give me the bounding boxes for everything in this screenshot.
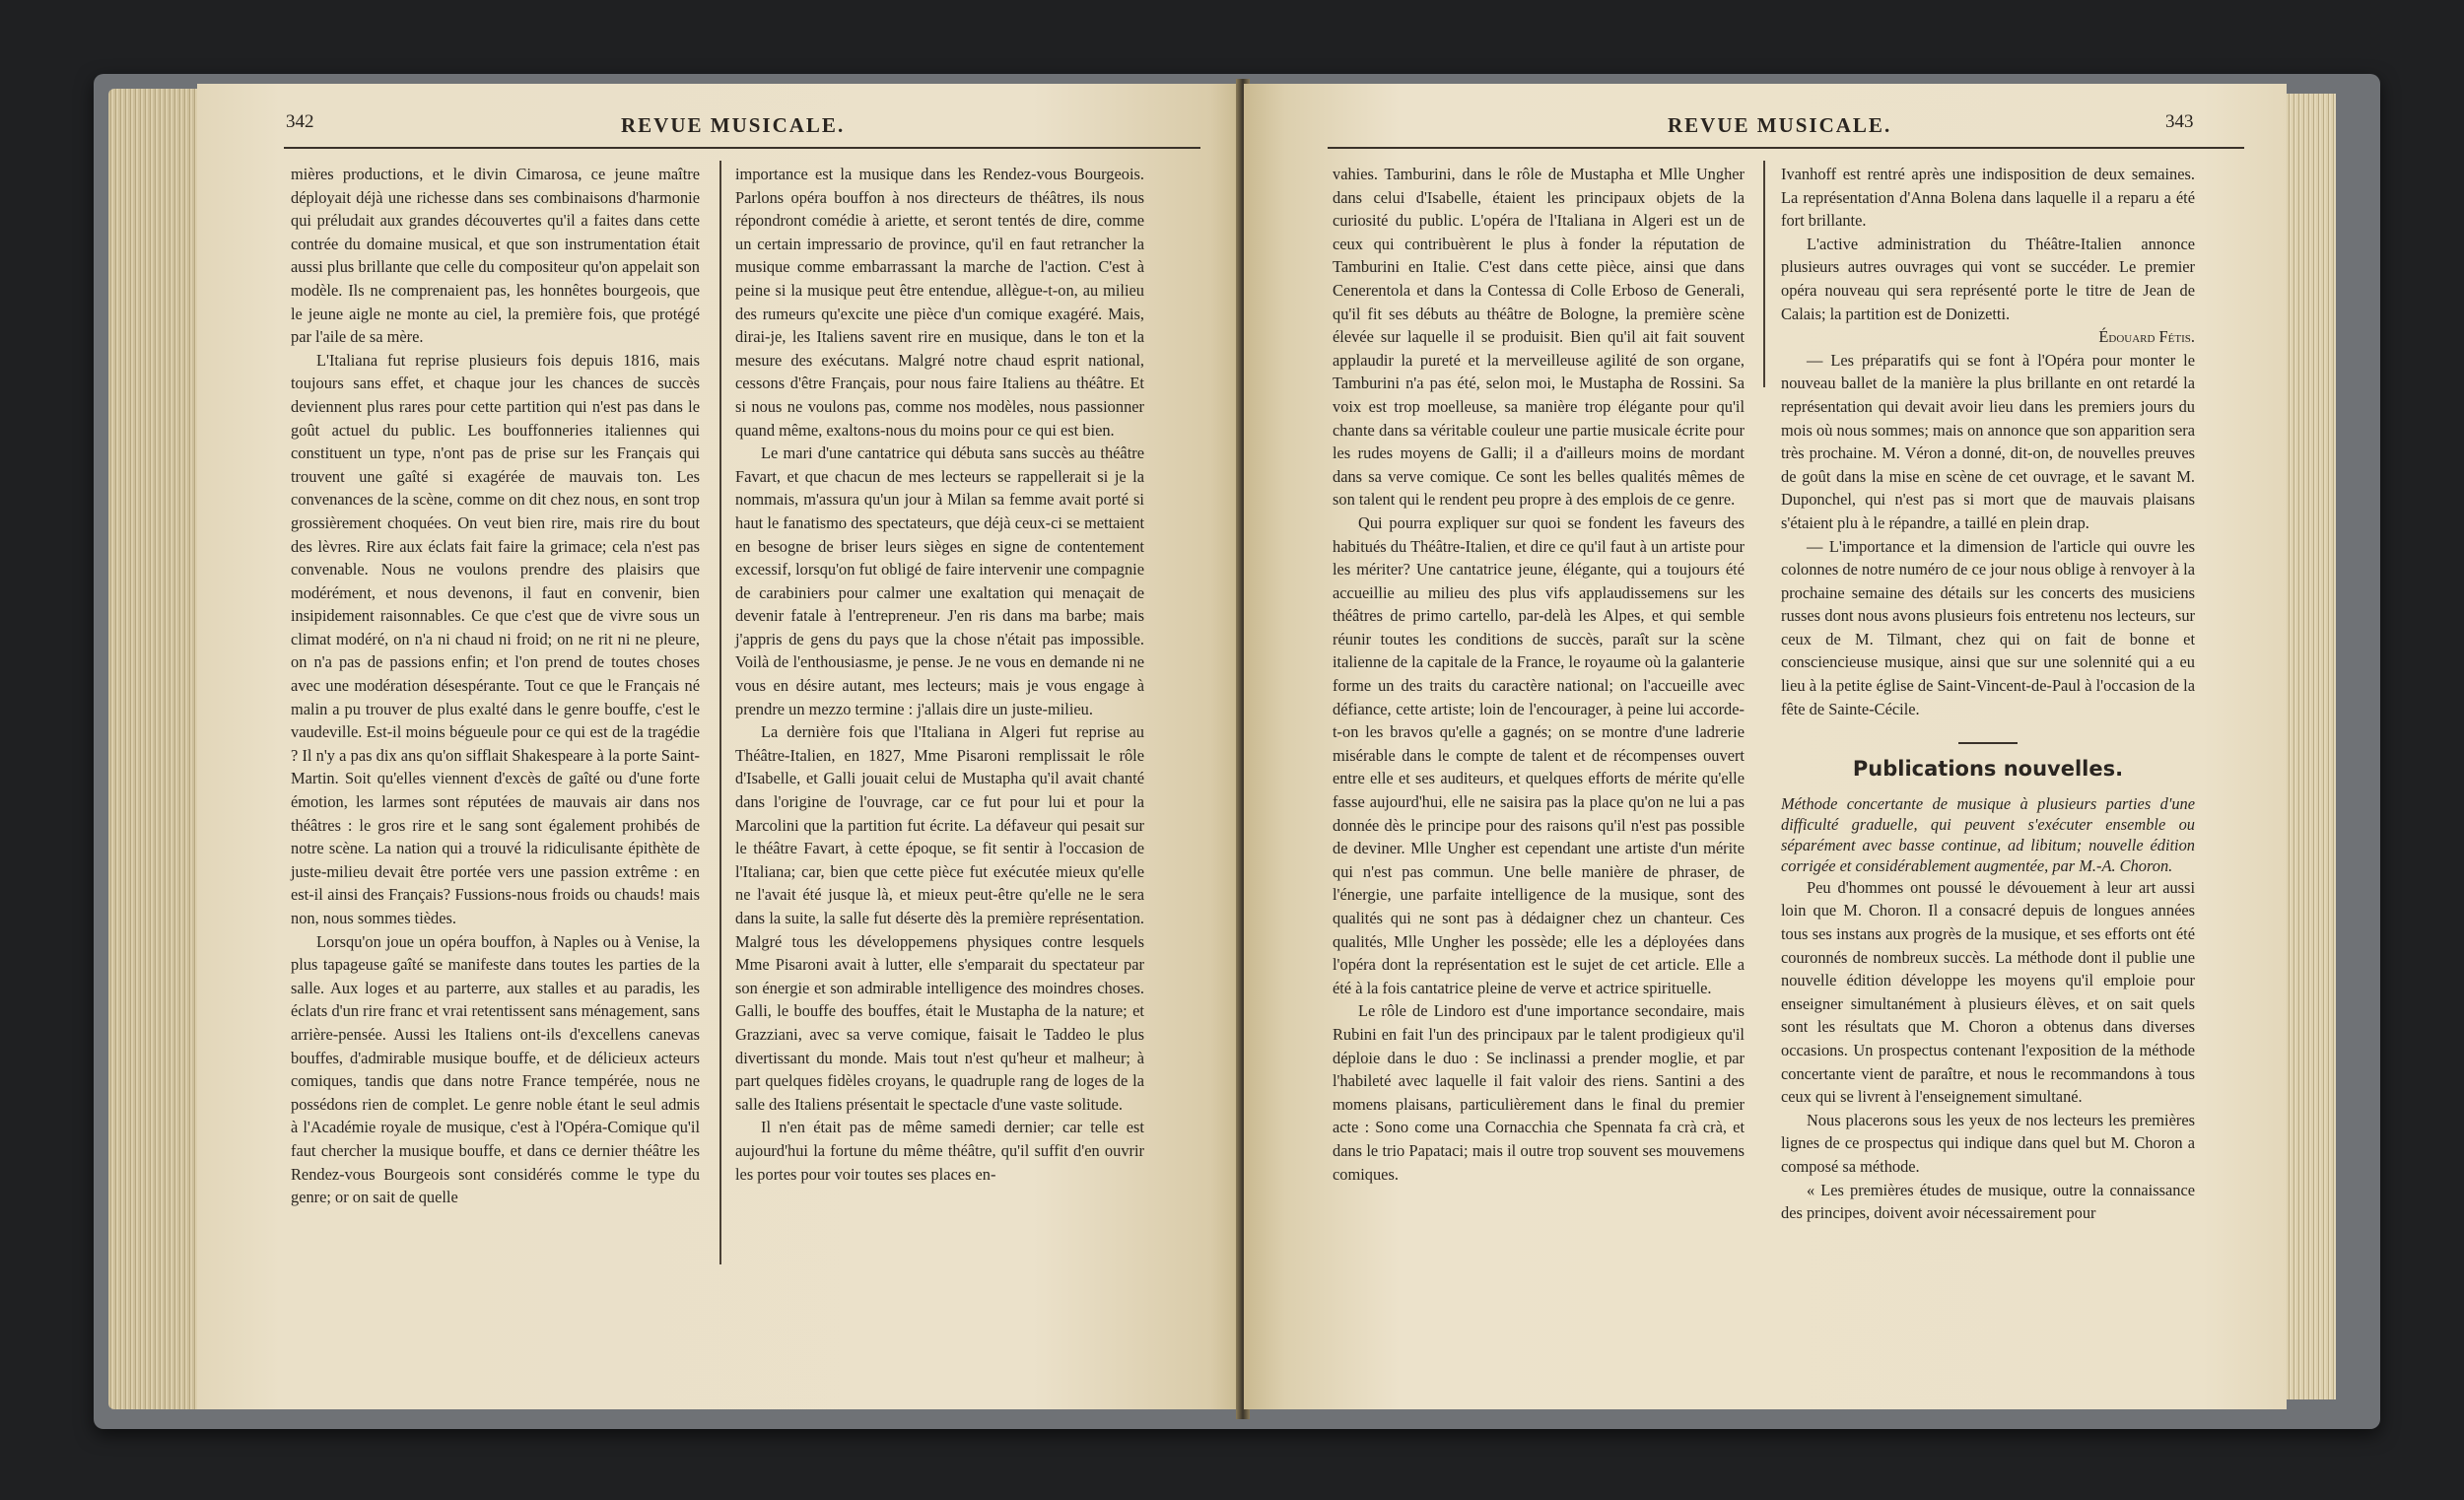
page-edges-right xyxy=(2282,94,2336,1399)
paragraph: La dernière fois que l'Italiana in Algeri fut reprise au Théâtre-Italien, en 1827, Mme Pisaroni remplissait le rôle d'Isabelle, et Galli jouait celui de Mustapha qu'il avait chanté dans l'origine de l'ouvrage, car ce fut pour lui et pour la Marcolini que la partition fut écrite. La défaveur qui pesait sur le théâtre Favart, à cette époque, se fit sentir à l'occasion de l'Italiana; car, bien que cette pièce fut exécutée mieux qu'elle ne l'avait été jusque là, et mieux peut-être qu'elle ne le sera dans la suite, la salle fut déserte dès la première représentation. Malgré tous les développemens physiques contre lesquels Mme Pisaroni avait à lutter, elle s'emparait du spectateur par son énergie et son admirable intelligence des moindres choses. Galli, le bouffe des bouffes, était le Mustapha de la nature; et Grazziani, avec sa verve comique, faisait le Taddeo le plus divertissant du monde. Mais tout n'est qu'heur et malheur; à part quelques fidèles croyans, le quadruple rang de loges de la salle des Italiens présentait le spectacle d'une vaste solitude. xyxy=(735,722,1144,1114)
paragraph: — L'importance et la dimension de l'article qui ouvre les colonnes de notre numéro de ce jour nous oblige à renvoyer à la prochaine semaine des détails sur les concerts des musiciens russes dont nous avons plusieurs fois entretenu nos lecteurs, sur ceux de M. Tilmant, chez qui on fait de bonne et consciencieuse musique, ainsi que sur une solennité qui a eu lieu à la petite église de Saint-Vincent-de-Paul à l'occasion de la fête de Sainte-Cécile. xyxy=(1781,536,2195,718)
right-page xyxy=(1244,84,2287,1409)
page-number: 343 xyxy=(2165,111,2194,132)
column-1 xyxy=(1333,163,1745,1186)
paragraph: — Les préparatifs qui se font à l'Opéra pour monter le nouveau ballet de la manière la plus brillante en ont retardé la représentation qui devait avoir lieu dans les premiers jours du mois où nous sommes; mais on annonce que son apparition sera très prochaine. M. Véron a donné, dit-on, de nouvelles preuves de goût dans la mise en scène de cet ouvrage, et le savant M. Duponchel, qui n'est pas si mort que de mauvais plaisans s'étaient plu à le répandre, a taillé en plein drap. xyxy=(1781,350,2195,532)
paragraph: L'active administration du Théâtre-Italien annonce plusieurs autres ouvrages qui vont se succéder. Le premier opéra nouveau qui sera représenté porte le titre de Jean de Calais; la partition est de Donizetti. xyxy=(1781,234,2195,323)
publication-description: Méthode concertante de musique à plusieurs parties d'une difficulté graduelle, qui peuvent s'exécuter ensemble ou séparément avec basse continue, ad libitum; nouvelle édition corrigée et considérablement augmentée, par M.-A. Choron. xyxy=(1781,793,2195,875)
paragraph: Qui pourra expliquer sur quoi se fondent les faveurs des habitués du Théâtre-Italien, et dire ce qu'il faut à un artiste pour les mériter? Une cantatrice jeune, élégante, qui a toujours été accueillie au milieu des plus vifs applaudissemens sur les théâtres de primo cartello, par-delà les Alpes, et qui semble réunir toutes les conditions de succès, paraît sur la scène italienne de la capitale de la France, le royaume où la galanterie forme un des traits du caractère national; on l'accueille avec défiance, cette artiste; loin de l'encourager, à peine lui accorde-t-on les bravos qu'elle a gagnés; on se montre d'une ladrerie misérable dans le compte de talent et de récompenses ouvert entre elle et ses auditeurs, et quelques efforts de mérite qu'elle fasse aujourd'hui, elle ne saisira pas la place qu'on ne lui a pas donnée dès le principe pour des raisons qu'il n'est pas possible de deviner. Mlle Ungher est cependant une artiste d'un mérite qui n'est pas commun. Une belle manière de phraser, de l'énergie, une parfaite intelligence de la musique, sont des qualités qui ne sont pas à dédaigner chez un chanteur. Ces qualités, Mlle Ungher les possède; elle les a déployées dans l'opéra dont la représentation est le sujet de cet article. Elle a été à la fois cantatrice pleine de verve et actrice spirituelle. xyxy=(1333,512,1745,997)
column-divider xyxy=(1763,161,1765,387)
paragraph: L'Italiana fut reprise plusieurs fois depuis 1816, mais toujours sans effet, et chaque jour les chances de succès deviennent plus rares pour cette partition qui n'est pas dans le goût actuel du public. Les bouffonneries italiennes qui constituent un type, n'ont pas de prise sur les Français qui trouvent une gaîté si exagérée de mauvais ton. Les convenances de la scène, comme on dit chez nous, en sont trop grossièrement choquées. On veut bien rire, mais rire du bout des lèvres. Rire aux éclats fait faire la grimace; cela n'est pas convenable. Nous ne voulons prendre des plaisirs que modérément, et nous devenons, il faut en convenir, bien insipidement raisonnables. Ce que c'est que de vivre sous un climat modéré, on n'a ni chaud ni froid; on ne rit ni ne pleure, on n'a pas de passions enfin; et l'on prend de toutes choses avec une modération désespérante. Tout ce que le Français né malin a pu trouver de plus exalté dans le genre bouffe, c'est le vaudeville. Est-il moins bégueule pour ce qui est de la tragédie ? Il n'y a pas dix ans qu'on sifflait Shakespeare à la porte Saint-Martin. Soit qu'elles viennent d'excès de gaîté ou d'une forte émotion, les larmes sont réputées de mauvais air dans nos théâtres : le gros rire et le sang sont également prohibés de notre scène. La nation qui a trouvé la ridiculisante épithète de juste-milieu devait être portée vers une passion extrême : en est-il ainsi des Français? Fussions-nous froids ou chauds! mais non, nous sommes tièdes. xyxy=(291,350,700,927)
paragraph: Lorsqu'on joue un opéra bouffon, à Naples ou à Venise, la plus tapageuse gaîté se manifeste dans toutes les parties de la salle. Aux loges et au parterre, aux stalles et au paradis, les éclats d'un rire franc et vrai retentissent sans ménagement, sans arrière-pensée. Aussi les Italiens ont-ils d'excellens canevas bouffes, d'admirable musique bouffe, et de délicieux acteurs comiques, tandis que dans notre France tempérée, nous ne possédons rien de complet. Le genre noble étant le seul admis à l'Académie royale de musique, c'est à l'Opéra-Comique qu'il faut chercher la musique bouffe, et dans ce dernier théâtre les Rendez-vous Bourgeois sont considérés comme le type du genre; or on sait de quelle xyxy=(291,931,700,1207)
paragraph: Peu d'hommes ont poussé le dévouement à leur art aussi loin que M. Choron. Il a consacré depuis de longues années tous ses instans aux progrès de la musique, et ses efforts ont été couronnés de nombreux succès. La méthode dont il publie une nouvelle édition développe les moyens qu'il emploie pour enseigner simultanément à plusieurs élèves, et on sait quels sont les résultats que M. Choron a obtenus dans diverses occasions. Un prospectus contenant l'exposition de la méthode concertante vient de paraître, et nous le recommandons à tous ceux qui se livrent à l'enseignement simultané. xyxy=(1781,877,2195,1107)
paragraph: Nous placerons sous les yeux de nos lecteurs les premières lignes de ce prospectus qui indique dans quel but M. Choron a composé sa méthode. xyxy=(1781,1110,2195,1176)
paragraph: mières productions, et le divin Cimarosa, ce jeune maître déployait déjà une richesse dans ses combinaisons d'harmonie qui préludait aux grandes découvertes qu'il a faites dans cette contrée du domaine musical, et que son instrumentation était aussi plus brillante que celle du compositeur qu'on appelait son modèle. Ils ne comprenaient pas, les honnêtes bourgeois, que le jeune aigle ne monte au ciel, la première fois, que protégé par l'aile de sa mère. xyxy=(291,165,700,347)
section-rule xyxy=(1958,742,2018,744)
column-divider xyxy=(719,161,721,1264)
column-2 xyxy=(735,163,1144,1186)
section-title: Publications nouvelles. xyxy=(1852,757,2124,782)
paragraph: Le mari d'une cantatrice qui débuta sans succès au théâtre Favart, et que chacun de mes lecteurs se rappellerait si je la nommais, m'assura qu'un jour à Milan sa femme avait porté si haut le fanatismo des spectateurs, que déjà ceux-ci se mettaient en besogne de briser leurs sièges en signe de contentement excessif, lorsqu'on fut obligé de faire intervenir une compagnie de carabiniers pour calmer une exaltation qui menaçait de devenir fatale à l'entrepreneur. J'en ris dans ma barbe; mais j'appris de gens du pays que la chose n'était pas impossible. Voilà de l'enthousiasme, je pense. Je ne vous en demande ni ne vous en désire autant, mes lecteurs; mais je vous engage à prendre un mezzo termine : j'allais dire un juste-milieu. xyxy=(735,443,1144,718)
header-rule xyxy=(284,147,1200,149)
running-head: REVUE MUSICALE. xyxy=(1668,113,1892,137)
paragraph: Il n'en était pas de même samedi dernier; car telle est aujourd'hui la fortune du même théâtre, qu'il suffit d'en ouvrir les portes pour voir toutes ses places en- xyxy=(735,1118,1144,1184)
paragraph: importance est la musique dans les Rendez-vous Bourgeois. Parlons opéra bouffon à nos directeurs de théâtres, ils nous répondront comédie à ariette, et seront tentés de dire, comme un certain impressario de province, qu'il en faut retrancher la musique comme embarrassant la marche de l'action. C'est à peine si la musique peut être entendue, allègue-t-on, au milieu des rumeurs qu'excite une pièce d'un comique exagéré. Mais, dirai-je, les Italiens savent rire en musique, dans le ton et la mesure des exécutans. Malgré notre chaud esprit national, cessons d'être Français, pour nous faire Italiens au théâtre. Et si nous ne voulons pas, comme nos modèles, nous passionner quand même, exaltons-nous du moins pour ce qui est bien. xyxy=(735,165,1144,440)
page-edges-left xyxy=(108,89,202,1409)
paragraph: vahies. Tamburini, dans le rôle de Mustapha et Mlle Ungher dans celui d'Isabelle, étaient les principaux objets de la curiosité du public. L'opéra de l'Italiana in Algeri est un de ceux qui contribuèrent le plus à fonder la réputation de Tamburini en Italie. C'est dans cette pièce, ainsi que dans Cenerentola et dans la Contessa di Colle Erboso de Generali, qu'il fit ses débuts au théâtre de Bologne, la première scène élevée sur laquelle il se produisit. Bien qu'il ait fait souvent applaudir la pureté et la merveilleuse agilité de son organe, Tamburini n'a pas été, selon moi, le Mustapha de Rossini. Sa voix est trop moelleuse, sa manière trop élégante pour qu'il chante dans sa véritable couleur une partie musicale écrite pour les rudes moyens de Galli; il a d'ailleurs moins de mordant dans sa verve comique. Ce sont les belles qualités mêmes de son talent qui le rendent peu propre à des emplois de ce genre. xyxy=(1333,165,1745,510)
header-rule xyxy=(1328,147,2244,149)
page-number: 342 xyxy=(286,111,314,132)
paragraph: Ivanhoff est rentré après une indisposition de deux semaines. La représentation d'Anna Bolena dans laquelle il a reparu a été fort brillante. xyxy=(1781,165,2195,231)
author-signature: Édouard Fétis. xyxy=(2098,327,2195,347)
paragraph: Le rôle de Lindoro est d'une importance secondaire, mais Rubini en fait l'un des principaux par le talent prodigieux qu'il déploie dans le duo : Se inclinassi a prender moglie, et par l'habileté avec laquelle il fait valoir des riens. Santini a des momens plaisans, particulièrement dans le final du premier acte : Sono come una Cornacchia che Spennata fa crà crà, et dans le trio Papataci; mais il outre trop souvent ses mouvemens comiques. xyxy=(1333,1001,1745,1184)
paragraph: « Les premières études de musique, outre la connaissance des principes, doivent avoir nécessairement pour xyxy=(1781,1180,2195,1223)
left-page xyxy=(197,84,1242,1409)
column-1 xyxy=(291,163,700,1209)
running-head: REVUE MUSICALE. xyxy=(621,113,846,137)
column-2 xyxy=(1781,163,2195,1225)
